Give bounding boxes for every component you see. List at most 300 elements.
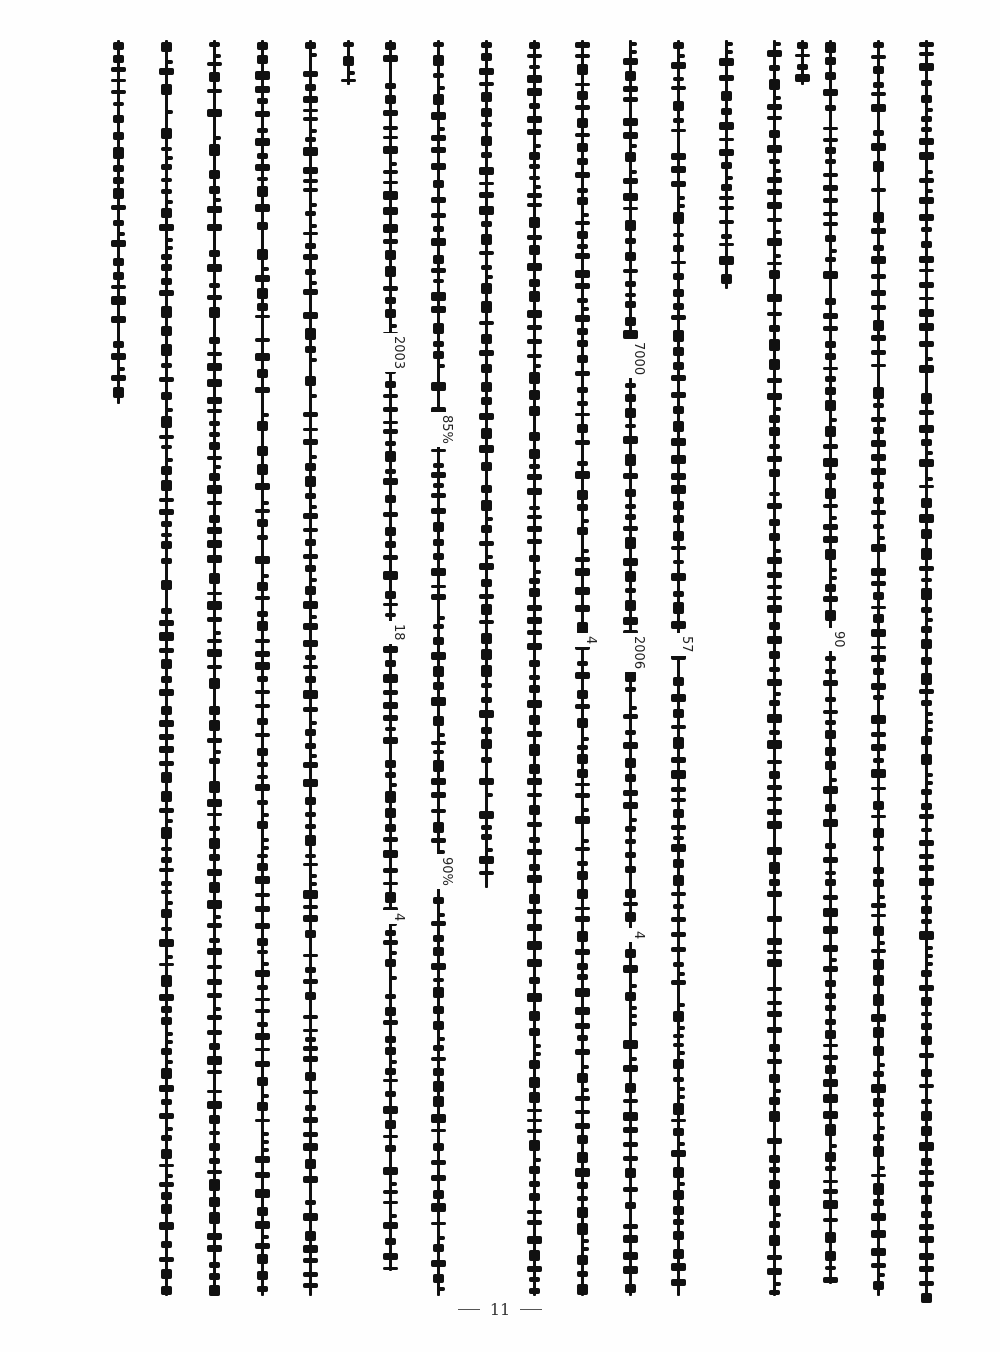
script-glyph <box>209 781 220 793</box>
script-glyph <box>207 869 222 876</box>
script-glyph <box>431 472 446 478</box>
script-glyph <box>527 515 542 519</box>
script-glyph <box>623 1266 638 1274</box>
script-glyph <box>438 616 445 620</box>
script-glyph <box>481 108 492 117</box>
script-glyph <box>873 975 884 986</box>
script-glyph <box>921 1036 932 1045</box>
script-glyph <box>479 413 494 420</box>
script-glyph <box>310 721 317 725</box>
script-glyph <box>825 549 836 560</box>
script-glyph <box>767 959 782 967</box>
script-glyph <box>671 181 686 187</box>
script-glyph <box>161 1269 172 1279</box>
script-glyph <box>575 557 590 562</box>
script-glyph <box>623 902 638 906</box>
script-glyph <box>305 539 316 546</box>
script-glyph <box>481 152 492 158</box>
script-glyph <box>305 1159 316 1169</box>
script-glyph <box>625 992 636 1001</box>
script-glyph <box>825 159 836 164</box>
script-glyph <box>431 493 446 498</box>
script-glyph <box>305 797 316 805</box>
script-glyph <box>769 492 780 496</box>
script-glyph <box>871 914 886 917</box>
script-glyph <box>825 298 836 305</box>
script-glyph <box>921 1158 932 1166</box>
script-glyph <box>767 916 782 922</box>
script-glyph <box>431 652 446 660</box>
script-glyph <box>767 847 782 855</box>
script-glyph <box>871 256 886 264</box>
script-glyph <box>871 1230 886 1238</box>
script-glyph <box>797 42 808 49</box>
script-glyph <box>774 1213 781 1217</box>
script-glyph <box>161 254 172 260</box>
script-glyph <box>527 310 542 318</box>
script-glyph <box>385 266 396 277</box>
script-glyph <box>871 364 886 367</box>
script-glyph <box>209 42 220 47</box>
script-glyph <box>921 997 932 1006</box>
script-glyph <box>481 727 492 734</box>
script-glyph <box>207 979 222 985</box>
script-glyph <box>159 648 174 653</box>
script-glyph <box>305 476 316 487</box>
script-glyph <box>209 1273 220 1280</box>
script-glyph <box>873 66 884 74</box>
script-glyph <box>303 312 318 319</box>
script-glyph <box>305 967 316 973</box>
script-glyph <box>159 68 174 75</box>
script-glyph <box>255 338 270 342</box>
script-glyph <box>575 1049 590 1055</box>
script-glyph <box>161 881 172 886</box>
script-glyph <box>433 73 444 78</box>
script-glyph <box>303 96 318 103</box>
script-glyph <box>209 170 220 179</box>
script-glyph <box>625 949 636 958</box>
script-glyph <box>433 351 444 359</box>
script-glyph <box>673 501 684 510</box>
script-glyph <box>390 951 397 955</box>
script-glyph <box>113 42 124 50</box>
script-glyph <box>721 274 732 284</box>
script-glyph <box>534 1044 541 1048</box>
script-glyph <box>486 517 493 521</box>
script-glyph <box>825 1232 836 1243</box>
script-glyph <box>529 805 540 815</box>
script-glyph <box>825 105 836 111</box>
script-glyph <box>481 683 492 688</box>
script-glyph <box>926 477 933 481</box>
script-glyph <box>830 576 837 580</box>
script-glyph <box>871 55 886 59</box>
script-glyph <box>214 136 221 140</box>
script-glyph <box>481 221 492 227</box>
script-glyph <box>577 231 588 239</box>
script-glyph <box>921 700 932 706</box>
script-glyph <box>303 1090 318 1094</box>
script-glyph <box>825 993 836 999</box>
script-glyph <box>438 733 445 737</box>
script-glyph <box>767 1001 782 1005</box>
script-glyph <box>113 387 124 398</box>
script-glyph <box>825 147 836 154</box>
script-glyph <box>871 440 886 447</box>
script-glyph <box>825 387 836 395</box>
script-glyph <box>671 757 686 763</box>
script-glyph <box>575 672 590 679</box>
script-glyph <box>774 549 781 553</box>
script-glyph <box>385 527 396 536</box>
script-glyph <box>433 226 444 232</box>
script-glyph <box>825 761 836 770</box>
script-glyph <box>823 596 838 602</box>
script-glyph <box>262 1235 269 1239</box>
script-glyph <box>303 1143 318 1151</box>
script-glyph <box>769 159 780 164</box>
script-glyph <box>769 79 780 90</box>
script-glyph <box>113 341 124 348</box>
script-glyph <box>303 254 318 260</box>
script-glyph <box>481 525 492 533</box>
script-glyph <box>575 253 590 259</box>
script-glyph <box>623 965 638 973</box>
script-glyph <box>161 363 172 368</box>
script-glyph <box>255 111 270 117</box>
script-glyph <box>871 305 886 310</box>
script-glyph <box>385 309 396 318</box>
script-glyph <box>919 1266 934 1272</box>
script-glyph <box>305 243 316 249</box>
script-glyph <box>161 927 172 931</box>
script-glyph <box>161 1204 172 1214</box>
script-glyph <box>919 410 934 415</box>
script-glyph <box>873 42 884 48</box>
script-glyph <box>577 1073 588 1083</box>
script-glyph <box>871 188 886 192</box>
script-glyph <box>529 406 540 416</box>
script-glyph <box>385 959 396 967</box>
script-glyph <box>209 938 220 943</box>
script-glyph <box>873 846 884 851</box>
script-glyph <box>431 838 446 843</box>
script-glyph <box>433 1045 444 1051</box>
text-column-c3 <box>204 40 226 1302</box>
script-glyph <box>431 741 446 745</box>
text-column-c10 <box>524 40 546 1302</box>
script-glyph <box>303 289 318 295</box>
script-glyph <box>625 394 636 402</box>
script-glyph <box>255 164 270 171</box>
script-glyph <box>529 506 540 510</box>
script-glyph <box>257 1271 268 1280</box>
script-glyph <box>625 152 636 162</box>
script-glyph <box>481 265 492 270</box>
script-glyph <box>919 1236 934 1243</box>
script-glyph <box>207 1070 222 1074</box>
script-glyph <box>161 847 172 851</box>
script-glyph <box>774 169 781 173</box>
script-glyph <box>529 1277 540 1282</box>
script-glyph <box>209 826 220 831</box>
script-glyph <box>257 446 268 456</box>
script-glyph <box>479 620 494 624</box>
script-glyph <box>767 503 782 509</box>
script-glyph <box>390 1060 397 1064</box>
script-glyph <box>623 86 638 92</box>
script-glyph <box>257 55 268 64</box>
script-glyph <box>385 930 396 936</box>
script-glyph <box>673 809 684 818</box>
script-glyph <box>577 754 588 764</box>
script-glyph <box>527 116 542 123</box>
script-glyph <box>678 204 685 208</box>
script-glyph <box>577 424 588 433</box>
script-glyph <box>529 1181 540 1187</box>
script-glyph <box>823 1200 838 1209</box>
script-glyph <box>481 334 492 344</box>
script-glyph <box>481 485 492 493</box>
script-glyph <box>385 791 396 803</box>
script-glyph <box>433 978 444 982</box>
script-glyph <box>527 909 542 914</box>
script-glyph <box>527 630 542 635</box>
script-glyph <box>673 273 684 280</box>
script-glyph <box>529 217 540 228</box>
script-glyph <box>873 1098 884 1107</box>
script-glyph <box>527 1236 542 1244</box>
script-glyph <box>919 178 934 183</box>
script-glyph <box>577 861 588 866</box>
inline-number: 85% <box>424 412 454 447</box>
script-glyph <box>577 490 588 500</box>
script-glyph <box>303 863 318 866</box>
script-glyph <box>159 498 174 502</box>
script-glyph <box>159 734 174 740</box>
script-glyph <box>577 298 588 303</box>
script-glyph <box>303 1046 318 1051</box>
script-glyph <box>795 54 810 57</box>
script-glyph <box>673 245 684 252</box>
script-glyph <box>118 367 125 371</box>
script-glyph <box>383 715 398 721</box>
script-glyph <box>527 849 542 855</box>
script-glyph <box>527 488 542 495</box>
script-glyph <box>431 585 446 588</box>
script-glyph <box>257 519 268 527</box>
script-glyph <box>919 878 934 886</box>
script-glyph <box>159 868 174 872</box>
script-glyph <box>383 603 398 606</box>
script-glyph <box>159 435 174 439</box>
script-glyph <box>871 1263 886 1268</box>
script-glyph <box>310 358 317 362</box>
script-glyph <box>774 692 781 696</box>
script-glyph <box>161 857 172 863</box>
script-glyph <box>303 665 318 669</box>
script-glyph <box>630 1057 637 1061</box>
script-glyph <box>577 355 588 363</box>
script-glyph <box>383 1201 398 1204</box>
script-glyph <box>527 700 542 708</box>
script-glyph <box>255 1061 270 1067</box>
script-glyph <box>385 297 396 304</box>
script-glyph <box>113 258 124 266</box>
script-glyph <box>207 264 222 272</box>
script-glyph <box>257 1022 268 1027</box>
script-glyph <box>825 353 836 360</box>
script-glyph <box>673 531 684 541</box>
script-glyph <box>575 847 590 851</box>
script-glyph <box>255 639 270 643</box>
script-glyph <box>921 393 932 404</box>
script-glyph <box>207 527 222 534</box>
script-glyph <box>673 515 684 523</box>
script-glyph <box>921 1099 932 1104</box>
inline-number: 90% <box>424 854 454 889</box>
script-glyph <box>582 1088 589 1092</box>
script-glyph <box>582 1247 589 1251</box>
script-glyph <box>671 1150 686 1157</box>
script-glyph <box>111 240 126 247</box>
script-glyph <box>159 939 174 947</box>
script-glyph <box>919 689 934 694</box>
script-glyph <box>630 1006 637 1010</box>
script-glyph <box>534 364 541 368</box>
script-glyph <box>207 665 222 669</box>
text-column-c1 <box>108 40 130 410</box>
script-glyph <box>207 409 222 413</box>
script-glyph <box>878 1126 885 1130</box>
script-glyph <box>767 760 782 764</box>
script-glyph <box>438 127 445 131</box>
script-glyph <box>767 104 782 110</box>
script-glyph <box>871 1174 886 1177</box>
script-glyph <box>383 690 398 695</box>
script-glyph <box>575 283 590 289</box>
script-glyph <box>262 267 269 271</box>
script-glyph <box>823 786 838 794</box>
script-glyph <box>919 865 934 871</box>
script-glyph <box>926 946 933 950</box>
script-glyph <box>577 64 588 75</box>
script-glyph <box>577 244 588 249</box>
script-glyph <box>481 649 492 660</box>
script-glyph <box>433 323 444 334</box>
script-glyph <box>166 1040 173 1044</box>
script-glyph <box>873 994 884 1006</box>
script-glyph <box>161 1241 172 1248</box>
script-glyph <box>113 165 124 172</box>
script-glyph <box>921 548 932 560</box>
script-glyph <box>767 809 782 815</box>
inline-number: 2006 <box>616 633 646 672</box>
script-glyph <box>161 466 172 475</box>
script-glyph <box>113 177 124 184</box>
script-glyph <box>111 205 126 210</box>
script-glyph <box>255 690 270 694</box>
script-glyph <box>207 62 222 66</box>
script-glyph <box>577 1035 588 1041</box>
script-glyph <box>255 387 270 393</box>
script-glyph <box>433 682 444 690</box>
script-glyph <box>385 1091 396 1097</box>
text-column-c19 <box>916 40 938 1302</box>
script-glyph <box>577 1255 588 1265</box>
script-glyph <box>577 1223 588 1235</box>
script-glyph <box>209 432 220 437</box>
script-glyph <box>825 57 836 65</box>
script-glyph <box>310 281 317 285</box>
script-glyph <box>207 1101 222 1109</box>
script-glyph <box>767 596 782 600</box>
script-glyph <box>823 127 838 130</box>
script-glyph <box>385 1145 396 1152</box>
script-glyph <box>431 963 446 970</box>
script-glyph <box>207 601 222 610</box>
script-glyph <box>919 814 934 819</box>
script-glyph <box>207 1170 222 1174</box>
script-glyph <box>161 608 172 614</box>
script-glyph <box>873 614 884 623</box>
script-glyph <box>257 222 268 230</box>
script-glyph <box>385 250 396 260</box>
script-glyph <box>161 827 172 839</box>
script-glyph <box>921 127 932 132</box>
script-glyph <box>431 1057 446 1061</box>
script-glyph <box>159 620 174 626</box>
script-glyph <box>209 283 220 288</box>
script-glyph <box>721 91 732 101</box>
script-glyph <box>303 915 318 922</box>
script-glyph <box>209 250 220 257</box>
script-glyph <box>214 915 221 919</box>
script-glyph <box>871 629 886 637</box>
script-glyph <box>625 600 636 611</box>
script-glyph <box>383 646 398 653</box>
script-glyph <box>433 522 444 532</box>
script-glyph <box>207 352 222 356</box>
script-glyph <box>825 980 836 987</box>
script-glyph <box>529 555 540 562</box>
script-glyph <box>577 527 588 535</box>
script-glyph <box>673 330 684 342</box>
script-glyph <box>921 529 932 539</box>
script-glyph <box>431 508 446 514</box>
script-glyph <box>257 369 268 378</box>
script-glyph <box>575 704 590 709</box>
script-glyph <box>878 1166 885 1170</box>
script-glyph <box>769 730 780 735</box>
script-glyph <box>111 90 126 94</box>
script-glyph <box>678 1087 685 1091</box>
script-glyph <box>529 464 540 469</box>
script-glyph <box>767 50 782 57</box>
script-glyph <box>161 445 172 449</box>
script-glyph <box>871 1084 886 1093</box>
script-glyph <box>871 606 886 609</box>
script-glyph <box>873 387 884 399</box>
script-glyph <box>825 1065 836 1074</box>
script-glyph <box>825 843 836 849</box>
script-glyph <box>825 1152 836 1162</box>
script-glyph <box>919 63 934 71</box>
text-column-c15 <box>764 40 786 1302</box>
script-glyph <box>310 394 317 398</box>
script-glyph <box>919 152 934 160</box>
